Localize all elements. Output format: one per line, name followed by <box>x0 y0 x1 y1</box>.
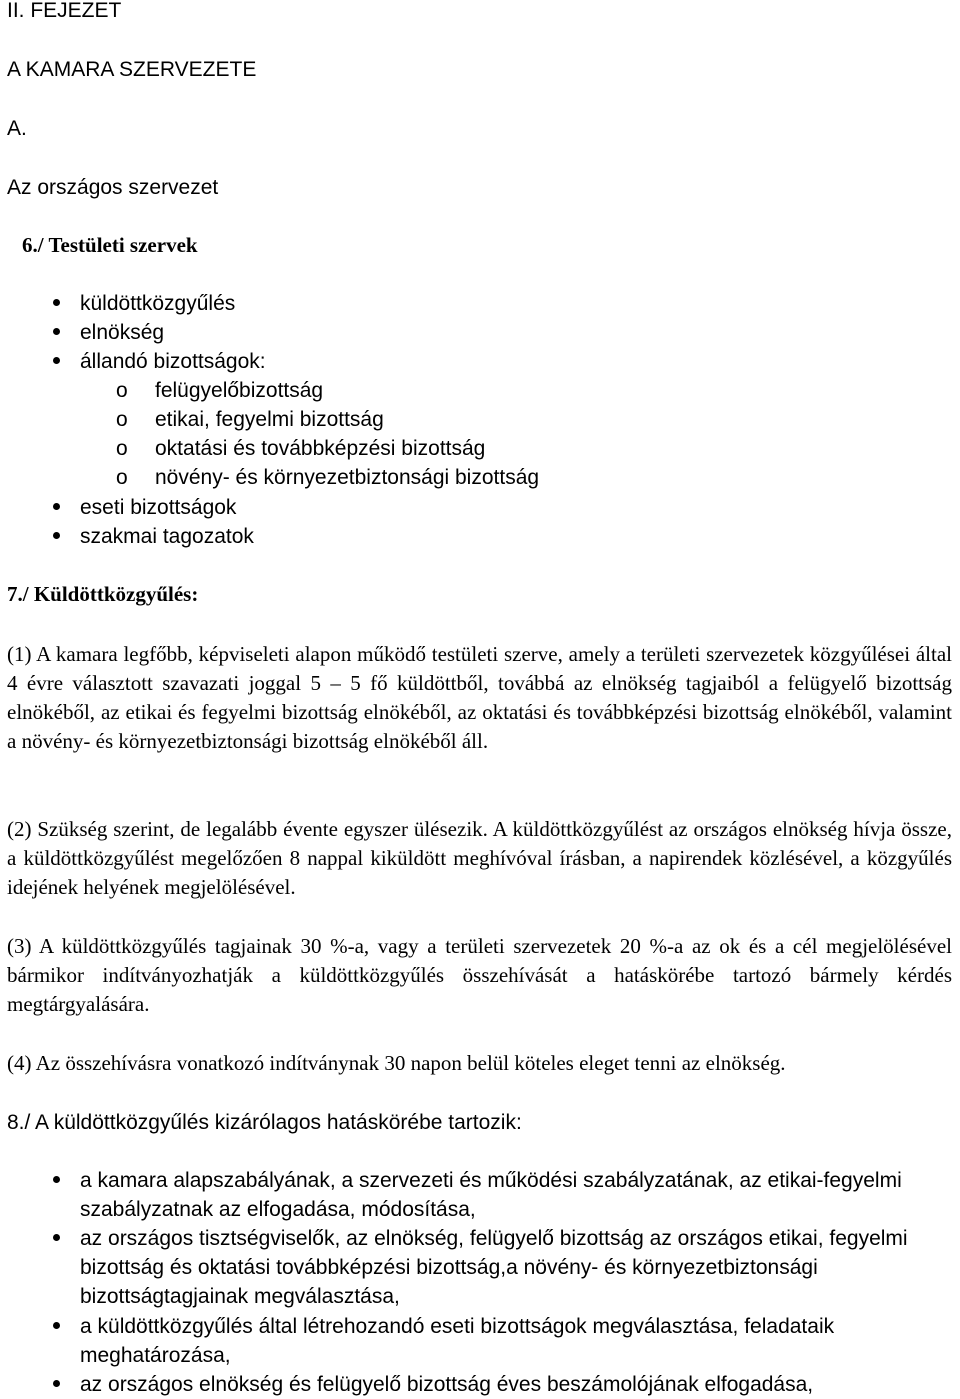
part-label: A. <box>7 117 27 140</box>
sub-list-item: o növény- és környezetbiztonsági bizottság <box>7 463 907 492</box>
list-item: eseti bizottságok <box>80 496 237 519</box>
part-title: Az országos szervezet <box>7 176 219 199</box>
circle-marker-icon: o <box>116 379 128 402</box>
paragraph-7-1: (1) A kamara legfőbb, képviseleti alapon működő testületi szerve, amely a területi szervezetek közgyűlései által 4 évre választott szavazati joggal 5 – 5 fő küldöttből, továbbá az elnökség tagjaiból a felügyelő bizottság elnökéből, az etikai és fegyelmi bizottság elnökéből, az oktatási és továbbképzési bizottság elnökéből, valamint a növény- és környezetbiztonsági bizottság elnökéből áll. <box>7 642 952 753</box>
circle-marker-icon: o <box>116 408 128 431</box>
section-8-title: 8./ A küldöttközgyűlés kizárólagos hatáskörébe tartozik: <box>7 1111 522 1134</box>
circle-marker-icon: o <box>116 437 128 460</box>
sub-list-item: o etikai, fegyelmi bizottság <box>7 405 907 434</box>
paragraph-7-4: (4) Az összehívásra vonatkozó indítványnak 30 napon belül köteles eleget tenni az elnökség. <box>7 1051 786 1075</box>
circle-marker-icon: o <box>116 466 128 489</box>
section-6-title: 6./ Testületi szervek <box>22 233 198 257</box>
paragraph-7-2: (2) Szükség szerint, de legalább évente egyszer ülésezik. A küldöttközgyűlést az országos elnökség hívja össze, a küldöttközgyűlést megelőzően 8 nappal kiküldött meghívóval írásban, a napirendek közlésével, a közgyűlés idejének helyének megjelölésével. <box>7 817 952 899</box>
chapter-title: A KAMARA SZERVEZETE <box>7 58 257 81</box>
chapter-heading: II. FEJEZET <box>7 0 122 22</box>
list-item: küldöttközgyűlés <box>80 292 236 315</box>
list-item: állandó bizottságok: <box>80 350 266 373</box>
section-7-title: 7./ Küldöttközgyűlés: <box>7 582 199 606</box>
sub-list-item: o oktatási és továbbképzési bizottság <box>7 434 907 463</box>
list-item: szakmai tagozatok <box>80 525 254 548</box>
sub-list-item: o felügyelőbizottság <box>7 376 907 405</box>
list-item: elnökség <box>80 321 165 344</box>
paragraph-7-3: (3) A küldöttközgyűlés tagjainak 30 %-a, vagy a területi szervezetek 20 %-a az ok és a cél megjelölésével bármikor indítványozhatják a küldöttközgyűlés összehívását a hatáskörébe tartozó bármely kérdés megtárgyalására. <box>7 934 952 1016</box>
